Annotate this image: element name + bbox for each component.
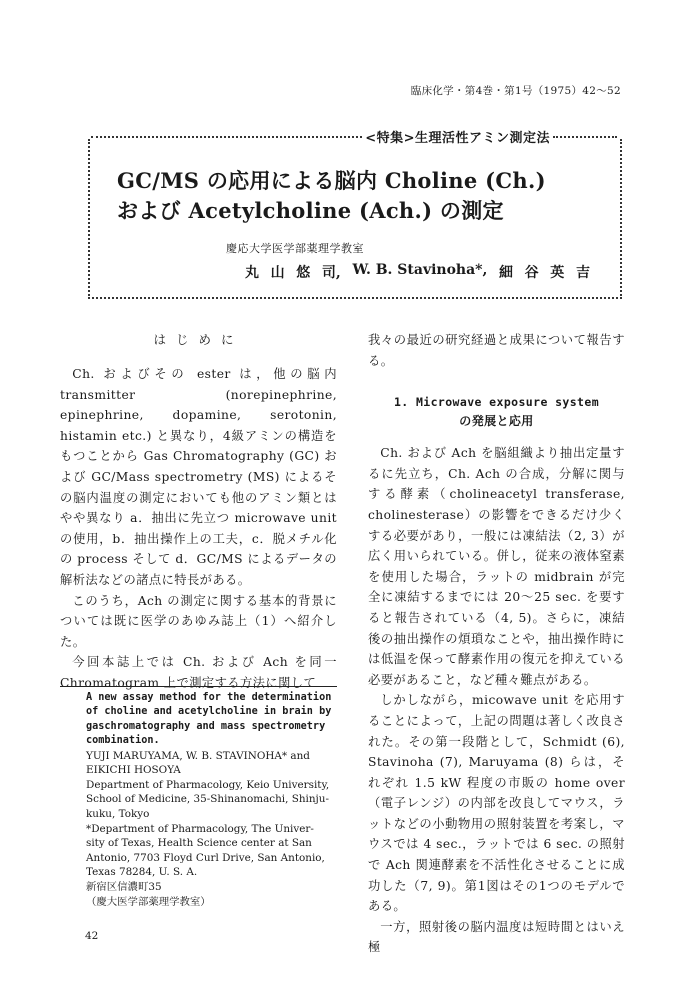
body-paragraph: 我々の最近の研究経過と成果について報告する。: [368, 333, 625, 368]
body-paragraph: 一方，照射後の脳内温度は短時間とはいえ極: [368, 919, 625, 955]
author-part: 司,: [321, 265, 341, 281]
section-subtitle: の発展と応用: [459, 414, 534, 429]
left-column: [60, 330, 337, 694]
section-heading: [368, 393, 625, 431]
author-part: 丸: [245, 265, 259, 281]
english-abstract: [86, 691, 336, 909]
abstract-line: Texas 78284, U. S. A.: [86, 866, 198, 879]
special-feature-label: <特集>生理活性アミン測定法: [365, 131, 550, 146]
introduction-heading: はじめに: [153, 332, 244, 347]
body-paragraph: Ch. およびその ester は，他の脳内 transmitter (norepinephrine, epinephrine, dopamine, serotonin, histamin etc.) と異なり，4級アミンの構造をもつことから Gas Chromatography (GC) および GC/Mass spectrometry (MS) によるその脳内温度の測定においても他のアミン類とはやや異なり a．抽出に先立つ microwave unit の使用，b．抽出操作上の工夫，c．脱メチル化の process そして d．GC/MS によるデータの解析法などの諸点に特長がある。: [60, 367, 337, 587]
dotted-rule-right: [553, 136, 617, 138]
abstract-line: （慶大医学部薬理学教室）: [86, 895, 211, 908]
journal-citation: 臨床化学・第4巻・第1号（1975）42〜52: [410, 85, 621, 97]
abstract-line: 新宿区信濃町35: [86, 880, 162, 893]
author-part: 英: [550, 265, 565, 281]
abstract-line: *Department of Pharmacology, The Univer-: [86, 822, 314, 835]
body-paragraph: Ch. および Ach を脳組織より抽出定量するに先立ち，Ch. Ach の合成，分解に関与する酵素（cholineacetyl transferase, cholinesterase）の影響をできるだけ少くする必要があり，一般には凍結法（2, 3）が広く用いられている。併し，従来の液体窒素を使用した場合，ラットの midbrain が完全に凍結するまでには 20〜25 sec. を要すると報告されている（4, 5)。さらに，凍結後の抽出操作の煩瑣なことや，抽出操作時には低温を保って酵素作用の復元を抑えている必要があること，など種々難点がある。: [368, 446, 625, 687]
abstract-line: EIKICHI HOSOYA: [86, 764, 181, 777]
author-part: 吉: [575, 265, 590, 281]
title-line-1: GC/MS の応用による脳内 Choline (Ch.): [117, 168, 546, 193]
abstract-line: YUJI MARUYAMA, W. B. STAVINOHA* and: [86, 749, 310, 762]
abstract-line: sity of Texas, Health Science center at San: [86, 837, 312, 850]
author-part: 細: [499, 265, 514, 281]
page-number: 42: [85, 930, 99, 942]
body-paragraph: しかしながら，micowave unit を応用することによって，上記の問題は著しく改良された。その第一段階として，Schmidt (6), Stavinoha (7), Maruyama (8) らは，それぞれ 1.5 kW 程度の市販の home over（電子レンジ）の内部を改良してマウス，ラットなどの小動物用の照射装置を考案し，マウスでは 4 sec.，ラットでは 6 sec. の照射で Ach 関連酵素を不活性化させることに成功した（7, 9)。第1図はその1つのモデルである。: [368, 693, 625, 914]
author-part: W. B. Stavinoha*,: [352, 262, 488, 278]
body-paragraph: このうち，Ach の測定に関する基本的背景については既に医学のあゆみ誌上（1）へ紹介した。: [60, 593, 337, 649]
article-title: [117, 166, 546, 226]
author-part: 谷: [524, 265, 539, 281]
author-part: 悠: [296, 265, 311, 281]
body-paragraph: 今回本誌上では Ch. および Ach を同一 Chromatogram 上で測定する方法に関して: [60, 655, 337, 690]
abstract-line: School of Medicine, 35-Shinanomachi, Shinju-: [86, 793, 329, 806]
title-line-2: および Acetylcholine (Ach.) の測定: [117, 198, 504, 223]
author-list: [245, 262, 590, 282]
author-part: 山: [270, 265, 285, 281]
abstract-title: A new assay method for the determination of choline and acetylcholine in brain by gaschromatography and mass spectrometry combination.: [86, 692, 332, 747]
right-column: [368, 330, 625, 958]
abstract-line: Antonio, 7703 Floyd Curl Drive, San Antonio,: [86, 851, 325, 864]
abstract-line: kuku, Tokyo: [86, 808, 150, 820]
abstract-rule: [60, 686, 337, 687]
dotted-rule-left: [91, 136, 362, 138]
abstract-line: Department of Pharmacology, Keio University,: [86, 778, 330, 791]
affiliation: 慶応大学医学部薬理学教室: [226, 242, 364, 255]
section-title: 1. Microwave exposure system: [393, 395, 600, 410]
